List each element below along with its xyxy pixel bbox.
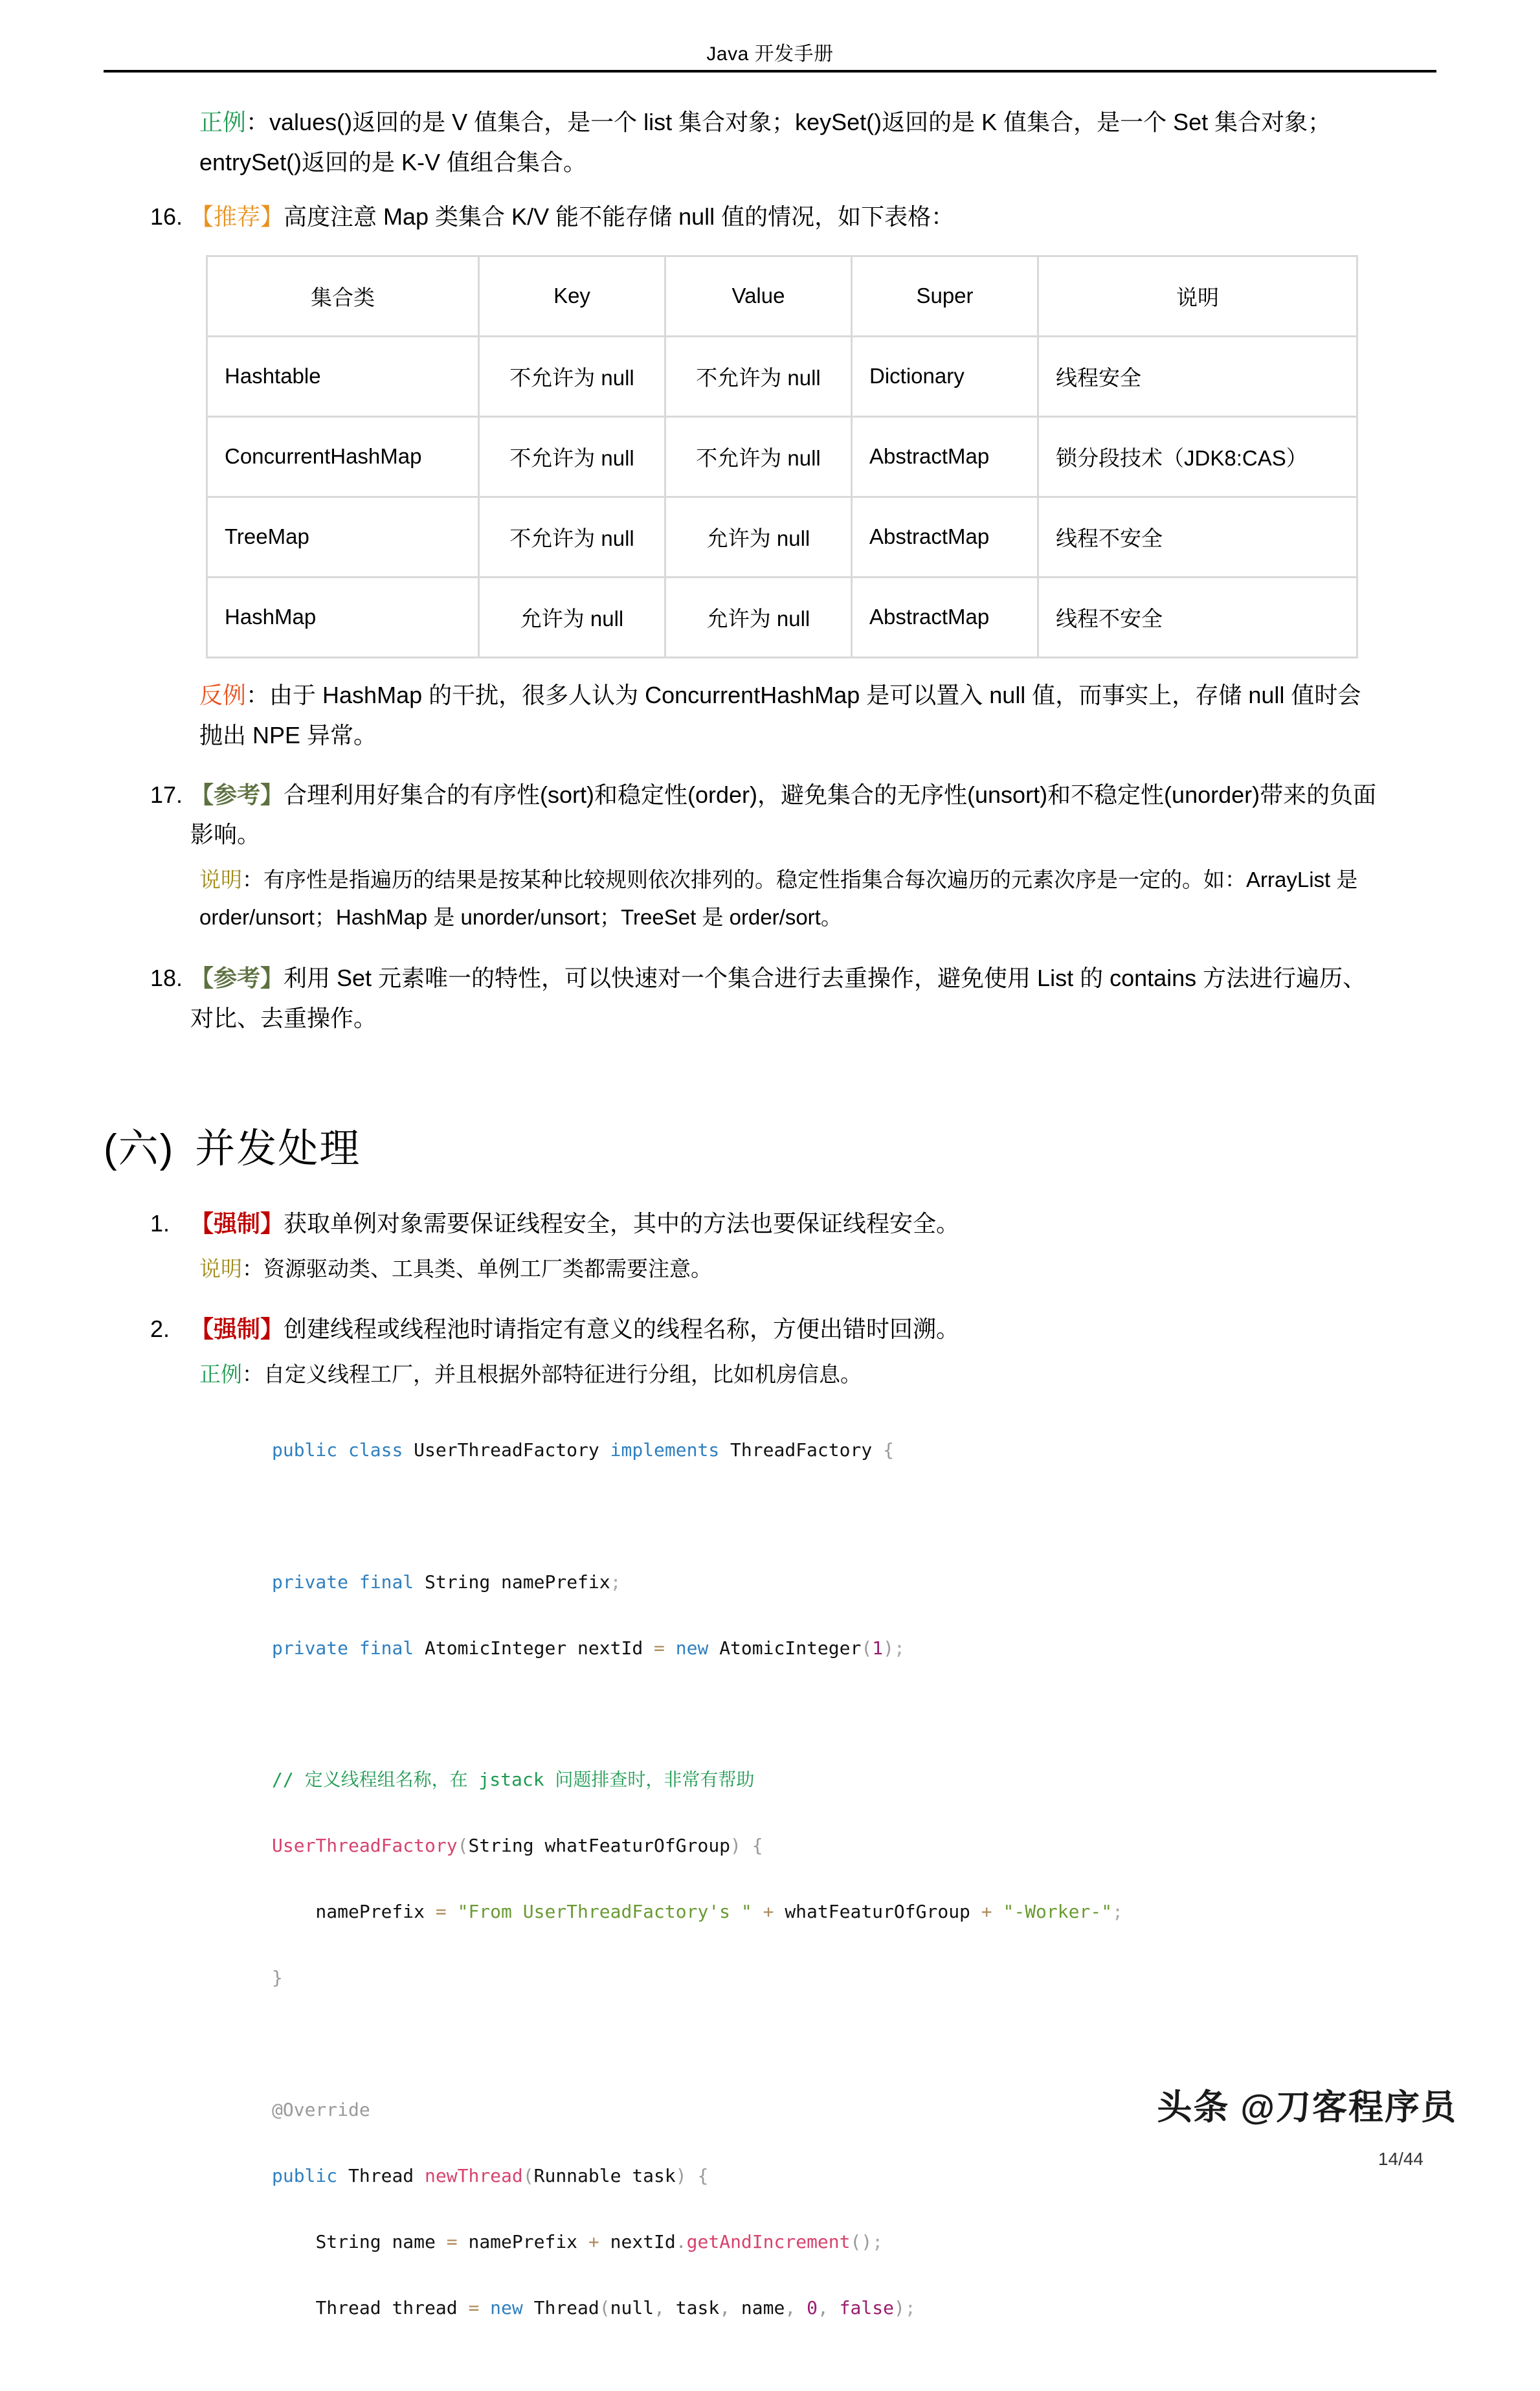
positive-example-tag: 正例 <box>199 109 247 135</box>
cell-key-null-support: 不允许为 null <box>479 497 665 577</box>
java-code-block <box>0 1393 1540 2391</box>
list-item-c1-body <box>190 1204 1378 1244</box>
counter-example-colon: ： <box>246 681 270 708</box>
note-tag: 说明 <box>199 868 242 892</box>
table-header-value: Value <box>665 256 852 336</box>
code-line <box>272 2028 1540 2061</box>
section-heading <box>0 1038 1540 1174</box>
header-divider-rule <box>104 70 1436 73</box>
table-header-key: Key <box>479 256 665 336</box>
list-item-17-note <box>0 855 1540 936</box>
note-colon: ： <box>242 868 263 892</box>
code-line: namePrefix = "From UserThreadFactory's " + whatFeaturOfGroup + "-Worker-"; <box>272 1901 1123 1923</box>
cell-value-null-support: 不允许为 null <box>665 336 852 416</box>
cell-super-class: AbstractMap <box>852 577 1038 657</box>
cell-collection-class: ConcurrentHashMap <box>207 416 479 497</box>
note-colon: ： <box>242 1362 263 1387</box>
mandatory-badge: 【强制】 <box>190 1209 284 1237</box>
table-row <box>207 577 1357 657</box>
table-head <box>207 256 1357 336</box>
counter-example-tag: 反例 <box>199 681 247 708</box>
list-item-17-text: 合理利用好集合的有序性(sort)和稳定性(order)，避免集合的无序性(unsort)和不稳定性(unorder)带来的负面影响。 <box>190 781 1377 848</box>
note-colon: ： <box>242 1256 263 1281</box>
code-line: } <box>272 1967 283 1989</box>
code-line: private final AtomicInteger nextId = new AtomicInteger(1); <box>272 1637 905 1659</box>
table-body <box>207 336 1357 657</box>
list-item-c2 <box>0 1287 1540 1349</box>
map-null-support-table <box>206 255 1358 658</box>
table-row <box>207 497 1357 577</box>
code-line: public Thread newThread(Runnable task) { <box>272 2164 709 2186</box>
list-item-18-text: 利用 Set 元素唯一的特性，可以快速对一个集合进行去重操作，避免使用 List 的 contains 方法进行遍历、对比、去重操作。 <box>190 964 1367 1031</box>
cell-collection-class: Hashtable <box>207 336 479 416</box>
cell-key-null-support: 不允许为 null <box>479 416 665 497</box>
code-line: String name = namePrefix + nextId.getAndIncrement(); <box>315 2230 884 2252</box>
map-null-support-table-wrapper <box>0 237 1540 658</box>
cell-key-null-support: 允许为 null <box>479 577 665 657</box>
code-line <box>272 1698 1540 1731</box>
list-item-c1-text: 获取单例对象需要保证线程安全，其中的方法也要保证线程安全。 <box>284 1209 960 1237</box>
recommend-badge: 【推荐】 <box>190 203 284 230</box>
table-row <box>207 336 1357 416</box>
counter-example-paragraph-16 <box>0 658 1540 756</box>
cell-super-class: AbstractMap <box>852 416 1038 497</box>
list-item-c1-number: 1. <box>150 1209 170 1237</box>
list-item-c2-note <box>0 1349 1540 1393</box>
table-header-collection-class: 集合类 <box>207 256 479 336</box>
list-item-18-number: 18. <box>150 964 183 991</box>
lead-colon: ： <box>246 109 270 135</box>
code-line: public class UserThreadFactory implements ThreadFactory { <box>272 1439 894 1461</box>
list-item-17-number: 17. <box>150 781 183 808</box>
list-item-c2-body <box>190 1309 1378 1349</box>
list-item-c2-number: 2. <box>150 1316 170 1343</box>
cell-description: 线程不安全 <box>1038 497 1357 577</box>
code-line <box>272 1500 1540 1533</box>
list-item-18-body <box>190 958 1378 1038</box>
table-header-row <box>207 256 1357 336</box>
section-number: (六) <box>104 1126 175 1171</box>
lead-example-text: values()返回的是 V 值集合，是一个 list 集合对象；keySet()返回的是 K 值集合，是一个 Set 集合对象；entrySet()返回的是 K-V 值组合集合。 <box>199 109 1332 175</box>
code-line: private final String namePrefix; <box>272 1571 621 1593</box>
reference-badge: 【参考】 <box>190 781 284 808</box>
code-line: UserThreadFactory(String whatFeaturOfGroup) { <box>272 1835 763 1857</box>
cell-description: 锁分段技术（JDK8:CAS） <box>1038 416 1357 497</box>
list-item-16-body <box>190 197 1378 237</box>
list-item-c2-text: 创建线程或线程池时请指定有意义的线程名称，方便出错时回溯。 <box>284 1316 960 1343</box>
list-item-16 <box>0 183 1540 237</box>
cell-super-class: Dictionary <box>852 336 1038 416</box>
table-header-super: Super <box>852 256 1038 336</box>
list-item-c1-note-text: 资源驱动类、工具类、单例工厂类都需要注意。 <box>263 1256 712 1281</box>
cell-description: 线程不安全 <box>1038 577 1357 657</box>
lead-positive-example-paragraph <box>0 91 1540 183</box>
cell-collection-class: TreeMap <box>207 497 479 577</box>
list-item-17-body <box>190 775 1378 855</box>
list-item-c1 <box>0 1174 1540 1244</box>
list-item-c1-note <box>0 1244 1540 1288</box>
code-line: @Override <box>272 2098 370 2120</box>
list-item-16-number: 16. <box>150 203 183 230</box>
watermark-text: 头条 @刀客程序员 <box>1157 2088 1457 2127</box>
reference-badge: 【参考】 <box>190 964 284 991</box>
cell-value-null-support: 不允许为 null <box>665 416 852 497</box>
code-line: Thread thread = new Thread(null, task, name, 0, false); <box>315 2296 916 2318</box>
cell-collection-class: HashMap <box>207 577 479 657</box>
page-running-header: Java 开发手册 <box>706 43 834 65</box>
note-tag: 说明 <box>199 1256 242 1281</box>
list-item-17 <box>0 756 1540 855</box>
positive-example-tag: 正例 <box>199 1362 242 1387</box>
table-header-description: 说明 <box>1038 256 1357 336</box>
cell-description: 线程安全 <box>1038 336 1357 416</box>
page-number: 14/44 <box>1378 2149 1423 2169</box>
list-item-17-note-text: 有序性是指遍历的结果是按某种比较规则依次排列的。稳定性指集合每次遍历的元素次序是一定的。如：ArrayList 是 order/unsort；HashMap 是 unorder/unsort；TreeSet 是 order/sort。 <box>199 868 1358 930</box>
cell-key-null-support: 不允许为 null <box>479 336 665 416</box>
table-row <box>207 416 1357 497</box>
list-item-18 <box>0 936 1540 1038</box>
list-item-16-text: 高度注意 Map 类集合 K/V 能不能存储 null 值的情况，如下表格： <box>284 203 955 230</box>
cell-value-null-support: 允许为 null <box>665 497 852 577</box>
code-line: // 定义线程组名称，在 jstack 问题排查时，非常有帮助 <box>272 1769 755 1791</box>
counter-example-text: 由于 HashMap 的干扰，很多人认为 ConcurrentHashMap 是可以置入 null 值，而事实上，存储 null 值时会抛出 NPE 异常。 <box>199 681 1361 748</box>
list-item-c2-note-text: 自定义线程工厂，并且根据外部特征进行分组，比如机房信息。 <box>263 1362 862 1387</box>
cell-super-class: AbstractMap <box>852 497 1038 577</box>
section-title: 并发处理 <box>195 1126 361 1171</box>
cell-value-null-support: 允许为 null <box>665 577 852 657</box>
mandatory-badge: 【强制】 <box>190 1316 284 1343</box>
page-content <box>0 91 1540 2391</box>
